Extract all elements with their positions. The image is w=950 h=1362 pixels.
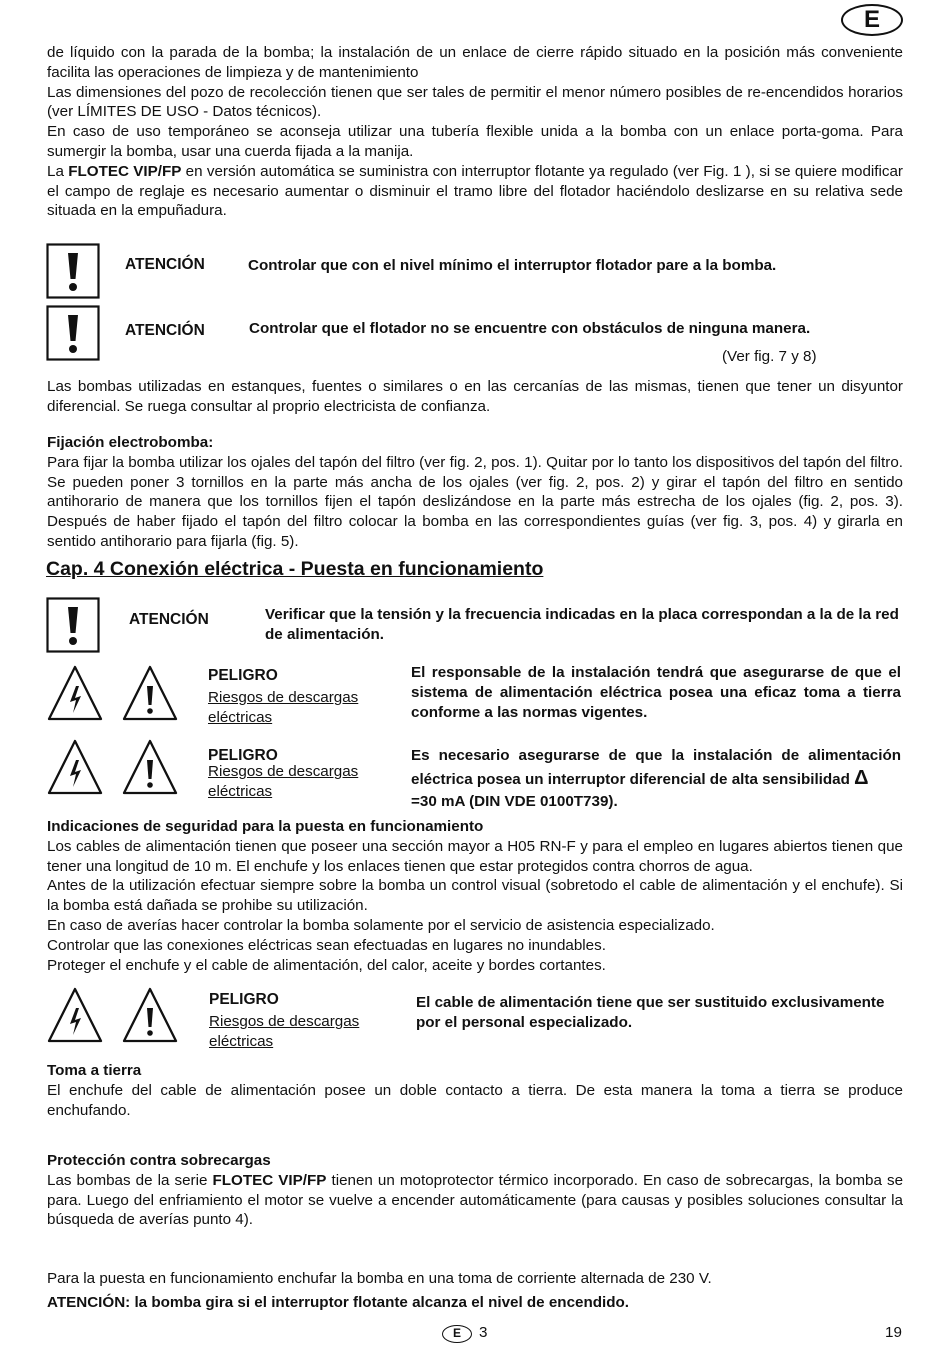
safety-heading: Indicaciones de seguridad para la puesta en funcionamiento (47, 818, 484, 835)
safety-section (47, 817, 903, 975)
startup-paragraph: Para la puesta en funcionamiento enchufar la bomba en una toma de corriente alternada de 230 V. (47, 1270, 712, 1287)
fixing-heading: Fijación electrobomba: (47, 434, 214, 451)
electric-shock-icon (46, 664, 104, 722)
startup-section (47, 1269, 903, 1313)
chapter-title: Cap. 4 Conexión eléctrica - Puesta en funcionamiento (46, 558, 544, 580)
danger-subtitle: Riesgos de descargas eléctricas (209, 1013, 360, 1050)
danger-label: PELIGRO (208, 667, 278, 684)
attention-text: Controlar que el flotador no se encuentre con obstáculos de ninguna manera. (249, 320, 811, 337)
danger-subtitle: Riesgos de descargas eléctricas (208, 763, 359, 800)
attention-text: Verificar que la tensión y la frecuencia indicadas en la placa correspondan a la de la red de alimentación. (265, 606, 899, 643)
danger-label: PELIGRO (208, 747, 278, 764)
danger-subtitle: Riesgos de descargas eléctricas (208, 689, 359, 726)
fixing-paragraph: Para fijar la bomba utilizar los ojales del tapón del filtro (ver fig. 2, pos. 1). Quitar por lo tanto los dispositivos del tapón del filtro. Se pueden poner 3 tornillos en la parte más ancha de los ojales (ver fig. 2, pos. 2) y girar el tapón del filtro en sentido antihorario de manera que los tornillos fijen el tapón deslizándose en la parte más estrecha de los ojales (fig. 2, pos. 3). Después de haber fijado el tapón del filtro colocar la bomba en las correspondientes guías (ver fig. 3, pos. 4) y girarla en sentido antihorario para fijarla (fig. 5). (47, 453, 903, 550)
attention-label: ATENCIÓN (129, 611, 209, 628)
danger-text: El responsable de la instalación tendrá que asegurarse de que el sistema de alimentación eléctrica posea una eficaz toma a tierra conforme a las normas vigentes. (411, 664, 901, 721)
danger-label: PELIGRO (209, 991, 279, 1008)
ponds-paragraph: Las bombas utilizadas en estanques, fuentes o similares o en las cercanías de las mismas, tienen que tener un disyuntor diferencial. Se ruega consultar al proprio electricista de confianza. (47, 378, 903, 415)
safety-paragraph-5: Proteger el enchufe y el cable de alimentación, del calor, aceite y bordes cortantes. (47, 956, 606, 974)
fixing-section (47, 433, 903, 552)
attention-label: ATENCIÓN (125, 322, 205, 339)
warning-triangle-icon (121, 986, 179, 1044)
product-name: FLOTEC VIP/FP (212, 1171, 327, 1189)
section-number: 3 (479, 1324, 488, 1341)
warning-triangle-icon (121, 664, 179, 722)
overload-heading: Protección contra sobrecargas (47, 1152, 271, 1169)
warning-triangle-icon (121, 738, 179, 796)
danger-text: Es necesario asegurarse de que la instalación de alimentación eléctrica posea un interruptor diferencial de alta sensibilidad Δ =30 mA (DIN VDE 0100T739). (411, 747, 901, 810)
ponds-section (47, 377, 903, 417)
danger-text: El cable de alimentación tiene que ser sustituido exclusivamente por el personal especializado. (416, 994, 885, 1031)
safety-paragraph-3: En caso de averías hacer controlar la bomba solamente por el servicio de asistencia especializado. (47, 916, 715, 934)
electric-shock-icon (46, 738, 104, 796)
intro-paragraph-3: En caso de uso temporáneo se aconseja utilizar una tubería flexible unida a la bomba con un enlace porta-goma. Para sumergir la bomba, usar una cuerda fijada a la manija. (47, 123, 903, 160)
exclamation-box-icon (46, 597, 100, 653)
electric-shock-icon (46, 986, 104, 1044)
delta-symbol: Δ (854, 767, 869, 789)
intro-paragraph-1: de líquido con la parada de la bomba; la instalación de un enlace de cierre rápido situado en la posición más conveniente facilita las operaciones de limpieza y de mantenimiento (47, 44, 903, 81)
intro-paragraph-2: Las dimensiones del pozo de recolección tienen que ser tales de permitir el menor número posibles de re-encendidos horarios (ver LÍMITES DE USO - Datos técnicos). (47, 83, 903, 121)
final-warning: ATENCIÓN: la bomba gira si el interruptor flotante alcanza el nivel de encendido. (47, 1293, 630, 1311)
attention-label: ATENCIÓN (125, 256, 205, 273)
footer-language-badge: E (442, 1325, 472, 1343)
exclamation-box-icon (46, 305, 100, 361)
earth-heading: Toma a tierra (47, 1062, 142, 1079)
exclamation-box-icon (46, 243, 100, 299)
safety-paragraph-4: Controlar que las conexiones eléctricas sean efectuadas en lugares no inundables. (47, 936, 606, 954)
overload-section (47, 1151, 903, 1230)
earth-paragraph: El enchufe del cable de alimentación posee un doble contacto a tierra. De esta manera la toma a tierra se produce enchufando. (47, 1081, 903, 1119)
figure-reference: (Ver fig. 7 y 8) (722, 348, 817, 365)
page-number: 19 (885, 1324, 902, 1341)
safety-paragraph-2: Antes de la utilización efectuar siempre sobre la bomba un control visual (sobretodo el cable de alimentación y el enchufe). Si la bomba está dañada se prohibe su utilización. (47, 877, 903, 915)
intro-paragraph-4: La FLOTEC VIP/FP en versión automática se suministra con interruptor flotante ya regulado (ver Fig. 1 ), si se quiere modificar el campo de reglaje es necesario aumentar o disminuir el tramo libre del flotador haciéndolo deslizarse en su relativa sede situada en la empuñadura. (47, 162, 903, 220)
safety-paragraph-1: Los cables de alimentación tienen que poseer una sección mayor a H05 RN-F y para el empleo en lugares abiertos tienen que tener una longitud de 10 m. El enchufe y los enlaces tienen que estar protegidos contra chorros de agua. (47, 837, 903, 875)
overload-paragraph: Las bombas de la serie FLOTEC VIP/FP tienen un motoprotector térmico incorporado. En caso de sobrecargas, la bomba se para. Luego del enfriamiento el motor se vuelve a encender automáticamente (para causas y posibles soluciones consultar la búsqueda de averías punto 4). (47, 1171, 904, 1229)
product-name: FLOTEC VIP/FP (68, 162, 182, 180)
intro-section (47, 43, 903, 221)
earth-section (47, 1061, 903, 1120)
language-badge: E (841, 4, 903, 36)
attention-text: Controlar que con el nivel mínimo el interruptor flotador pare a la bomba. (248, 257, 777, 274)
